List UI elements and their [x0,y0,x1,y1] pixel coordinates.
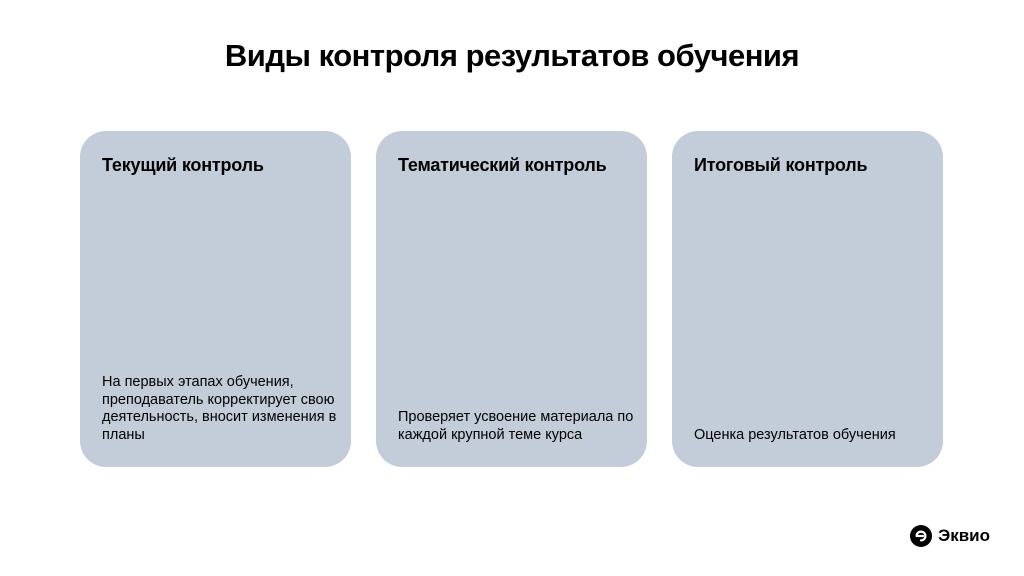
cards-row [80,131,944,467]
card-final-control [672,131,943,467]
card-title: Тематический контроль [398,155,607,175]
card-description: На первых этапах обучения, преподаватель корректирует свою деятельность, вносит изменения в планы [102,374,337,443]
brand-name: Эквио [938,526,990,545]
card-title: Текущий контроль [102,155,264,175]
card-description: Проверяет усвоение материала по каждой крупной теме курса [398,409,634,443]
card-description: Оценка результатов обучения [694,426,896,443]
card-current-control [80,131,351,467]
card-thematic-control [376,131,647,467]
brand-logo [910,524,990,548]
eqvio-logo-icon [910,525,932,547]
card-title: Итоговый контроль [694,155,868,175]
slide-title: Виды контроля результатов обучения [224,38,800,73]
